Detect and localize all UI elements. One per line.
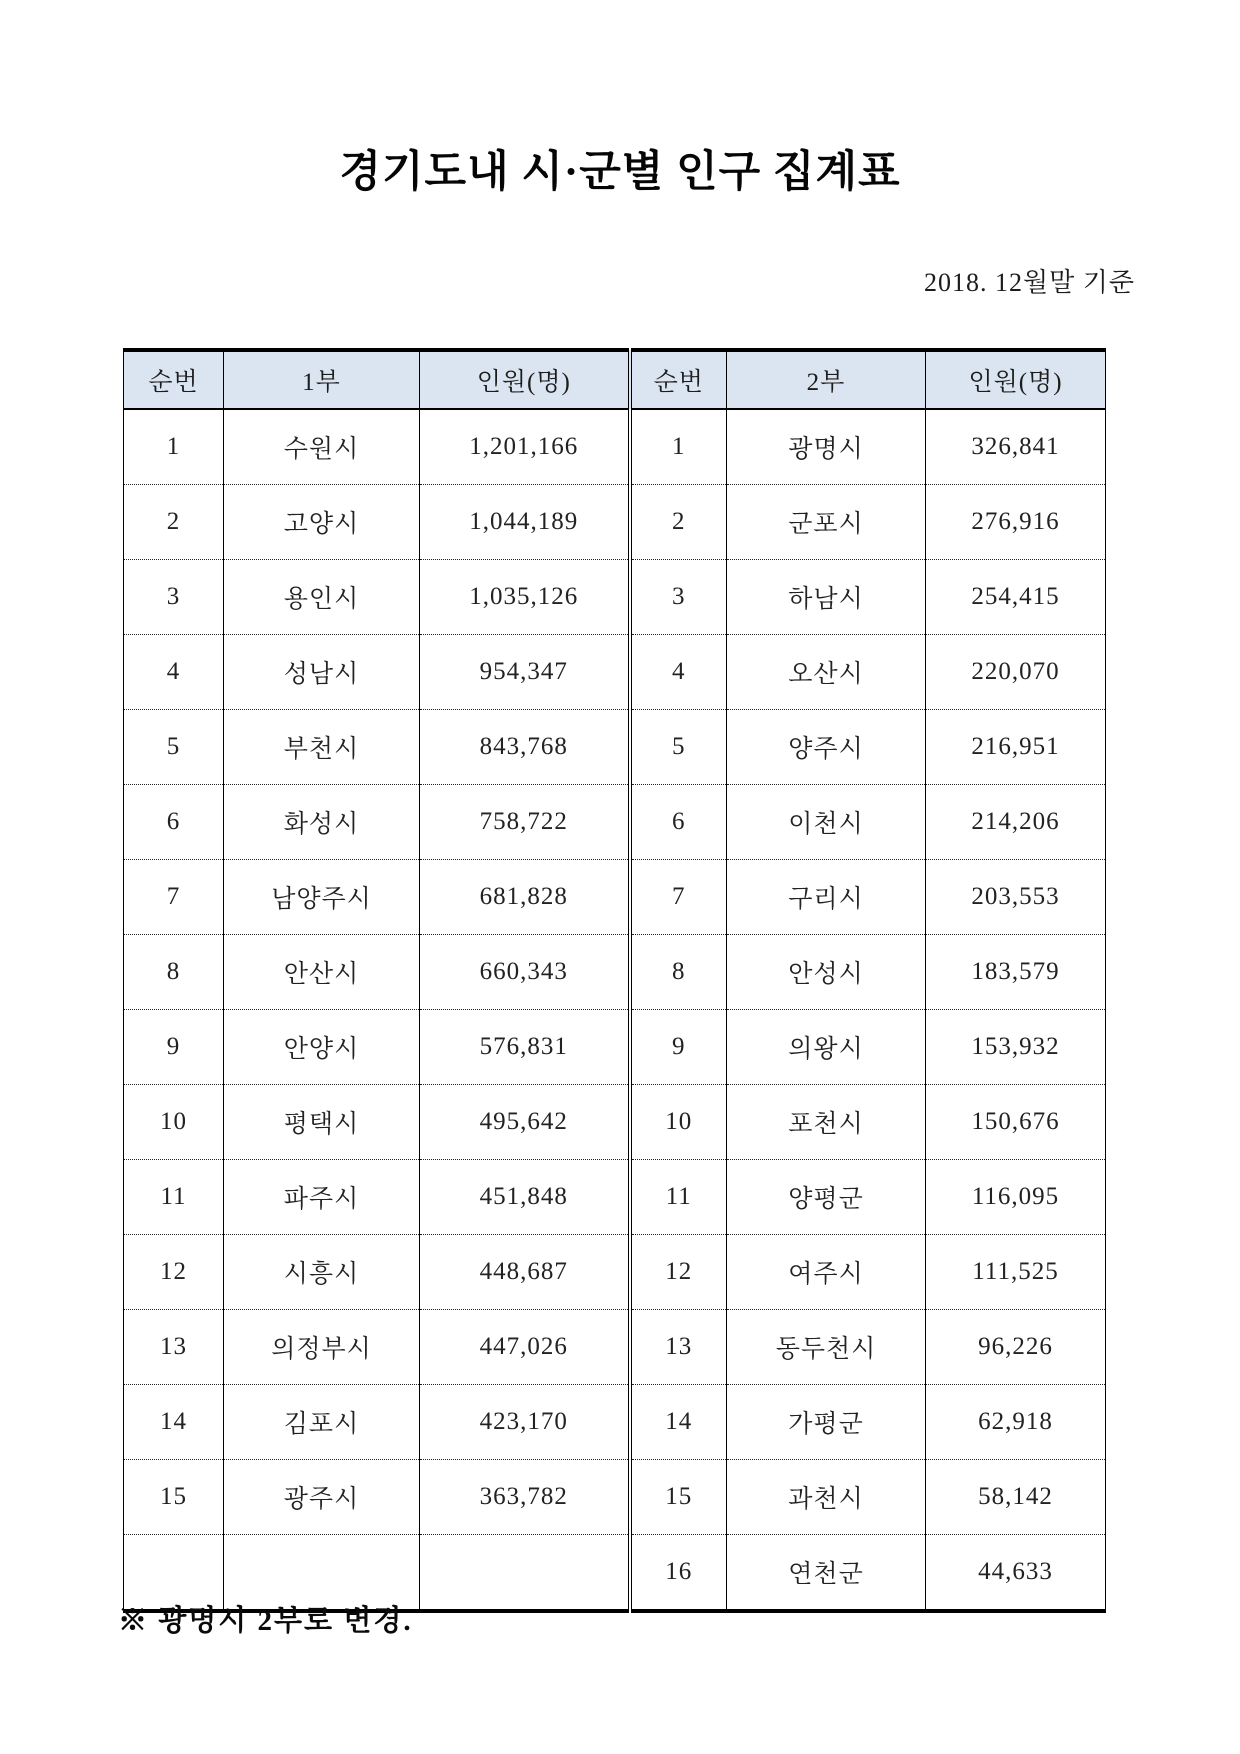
cell-rank: 16 <box>630 1535 727 1612</box>
cell-rank: 8 <box>630 935 727 1010</box>
cell-city: 연천군 <box>727 1535 926 1612</box>
cell-population: 1,201,166 <box>420 409 630 485</box>
cell-population: 1,035,126 <box>420 560 630 635</box>
header-part-1: 1부 <box>224 350 420 409</box>
cell-rank: 3 <box>124 560 224 635</box>
cell-population: 363,782 <box>420 1460 630 1535</box>
cell-rank: 3 <box>630 560 727 635</box>
table-row <box>124 860 1106 935</box>
cell-city: 평택시 <box>224 1085 420 1160</box>
cell-rank: 13 <box>630 1310 727 1385</box>
cell-rank: 5 <box>630 710 727 785</box>
cell-rank: 10 <box>630 1085 727 1160</box>
cell-population: 660,343 <box>420 935 630 1010</box>
cell-population: 111,525 <box>926 1235 1106 1310</box>
cell-rank: 1 <box>124 409 224 485</box>
cell-population: 1,044,189 <box>420 485 630 560</box>
cell-population <box>420 1535 630 1612</box>
cell-city: 의왕시 <box>727 1010 926 1085</box>
cell-population: 447,026 <box>420 1310 630 1385</box>
cell-city: 부천시 <box>224 710 420 785</box>
header-row <box>124 350 1106 409</box>
table-row <box>124 1010 1106 1085</box>
cell-population: 451,848 <box>420 1160 630 1235</box>
table-row <box>124 1460 1106 1535</box>
cell-rank: 1 <box>630 409 727 485</box>
table-row <box>124 1235 1106 1310</box>
cell-rank: 6 <box>630 785 727 860</box>
table-row <box>124 560 1106 635</box>
cell-population: 326,841 <box>926 409 1106 485</box>
header-rank-1: 순번 <box>124 350 224 409</box>
cell-population: 495,642 <box>420 1085 630 1160</box>
cell-population: 62,918 <box>926 1385 1106 1460</box>
cell-rank: 4 <box>630 635 727 710</box>
cell-population: 448,687 <box>420 1235 630 1310</box>
table-row <box>124 635 1106 710</box>
header-population-1: 인원(명) <box>420 350 630 409</box>
header-rank-2: 순번 <box>630 350 727 409</box>
cell-city: 성남시 <box>224 635 420 710</box>
cell-city: 여주시 <box>727 1235 926 1310</box>
cell-population: 96,226 <box>926 1310 1106 1385</box>
cell-city: 오산시 <box>727 635 926 710</box>
cell-rank: 11 <box>124 1160 224 1235</box>
cell-rank: 10 <box>124 1085 224 1160</box>
page-title: 경기도내 시·군별 인구 집계표 <box>339 149 901 196</box>
cell-population: 44,633 <box>926 1535 1106 1612</box>
cell-rank: 9 <box>630 1010 727 1085</box>
cell-rank: 2 <box>124 485 224 560</box>
cell-population: 843,768 <box>420 710 630 785</box>
population-table <box>123 348 1106 1613</box>
table-row <box>124 785 1106 860</box>
cell-city: 파주시 <box>224 1160 420 1235</box>
table-row <box>124 409 1106 485</box>
cell-city: 과천시 <box>727 1460 926 1535</box>
cell-rank: 12 <box>630 1235 727 1310</box>
cell-population: 214,206 <box>926 785 1106 860</box>
cell-rank: 9 <box>124 1010 224 1085</box>
cell-population: 576,831 <box>420 1010 630 1085</box>
table-row <box>124 1160 1106 1235</box>
cell-city: 양주시 <box>727 710 926 785</box>
cell-city: 하남시 <box>727 560 926 635</box>
cell-rank: 11 <box>630 1160 727 1235</box>
reference-date: 2018. 12월말 기준 <box>924 268 1135 297</box>
cell-city: 동두천시 <box>727 1310 926 1385</box>
cell-rank: 14 <box>630 1385 727 1460</box>
cell-city: 광주시 <box>224 1460 420 1535</box>
cell-city: 용인시 <box>224 560 420 635</box>
table-row <box>124 935 1106 1010</box>
cell-rank: 15 <box>124 1460 224 1535</box>
cell-population: 58,142 <box>926 1460 1106 1535</box>
cell-city: 안산시 <box>224 935 420 1010</box>
cell-population: 203,553 <box>926 860 1106 935</box>
cell-population: 150,676 <box>926 1085 1106 1160</box>
cell-population: 423,170 <box>420 1385 630 1460</box>
cell-city: 구리시 <box>727 860 926 935</box>
table-row <box>124 1085 1106 1160</box>
cell-rank: 6 <box>124 785 224 860</box>
cell-rank: 2 <box>630 485 727 560</box>
cell-city: 안성시 <box>727 935 926 1010</box>
table-row <box>124 1310 1106 1385</box>
cell-population: 758,722 <box>420 785 630 860</box>
cell-city: 광명시 <box>727 409 926 485</box>
cell-city: 화성시 <box>224 785 420 860</box>
cell-rank: 14 <box>124 1385 224 1460</box>
cell-city: 김포시 <box>224 1385 420 1460</box>
cell-population: 276,916 <box>926 485 1106 560</box>
cell-city: 군포시 <box>727 485 926 560</box>
cell-city: 수원시 <box>224 409 420 485</box>
cell-population: 216,951 <box>926 710 1106 785</box>
cell-rank: 15 <box>630 1460 727 1535</box>
cell-population: 220,070 <box>926 635 1106 710</box>
header-part-2: 2부 <box>727 350 926 409</box>
cell-city: 포천시 <box>727 1085 926 1160</box>
cell-city: 시흥시 <box>224 1235 420 1310</box>
cell-city: 가평군 <box>727 1385 926 1460</box>
table-row <box>124 485 1106 560</box>
table-row <box>124 710 1106 785</box>
cell-city: 남양주시 <box>224 860 420 935</box>
cell-city: 양평군 <box>727 1160 926 1235</box>
table-row <box>124 1385 1106 1460</box>
header-population-2: 인원(명) <box>926 350 1106 409</box>
cell-rank: 8 <box>124 935 224 1010</box>
cell-city: 이천시 <box>727 785 926 860</box>
cell-population: 153,932 <box>926 1010 1106 1085</box>
cell-rank: 4 <box>124 635 224 710</box>
cell-rank: 5 <box>124 710 224 785</box>
cell-rank: 12 <box>124 1235 224 1310</box>
cell-population: 954,347 <box>420 635 630 710</box>
cell-rank: 7 <box>124 860 224 935</box>
cell-population: 183,579 <box>926 935 1106 1010</box>
cell-city: 안양시 <box>224 1010 420 1085</box>
cell-city: 고양시 <box>224 485 420 560</box>
cell-population: 681,828 <box>420 860 630 935</box>
cell-population: 116,095 <box>926 1160 1106 1235</box>
cell-rank: 7 <box>630 860 727 935</box>
cell-rank: 13 <box>124 1310 224 1385</box>
footnote: ※ 광명시 2부로 변경. <box>118 1605 413 1637</box>
cell-city: 의정부시 <box>224 1310 420 1385</box>
cell-population: 254,415 <box>926 560 1106 635</box>
